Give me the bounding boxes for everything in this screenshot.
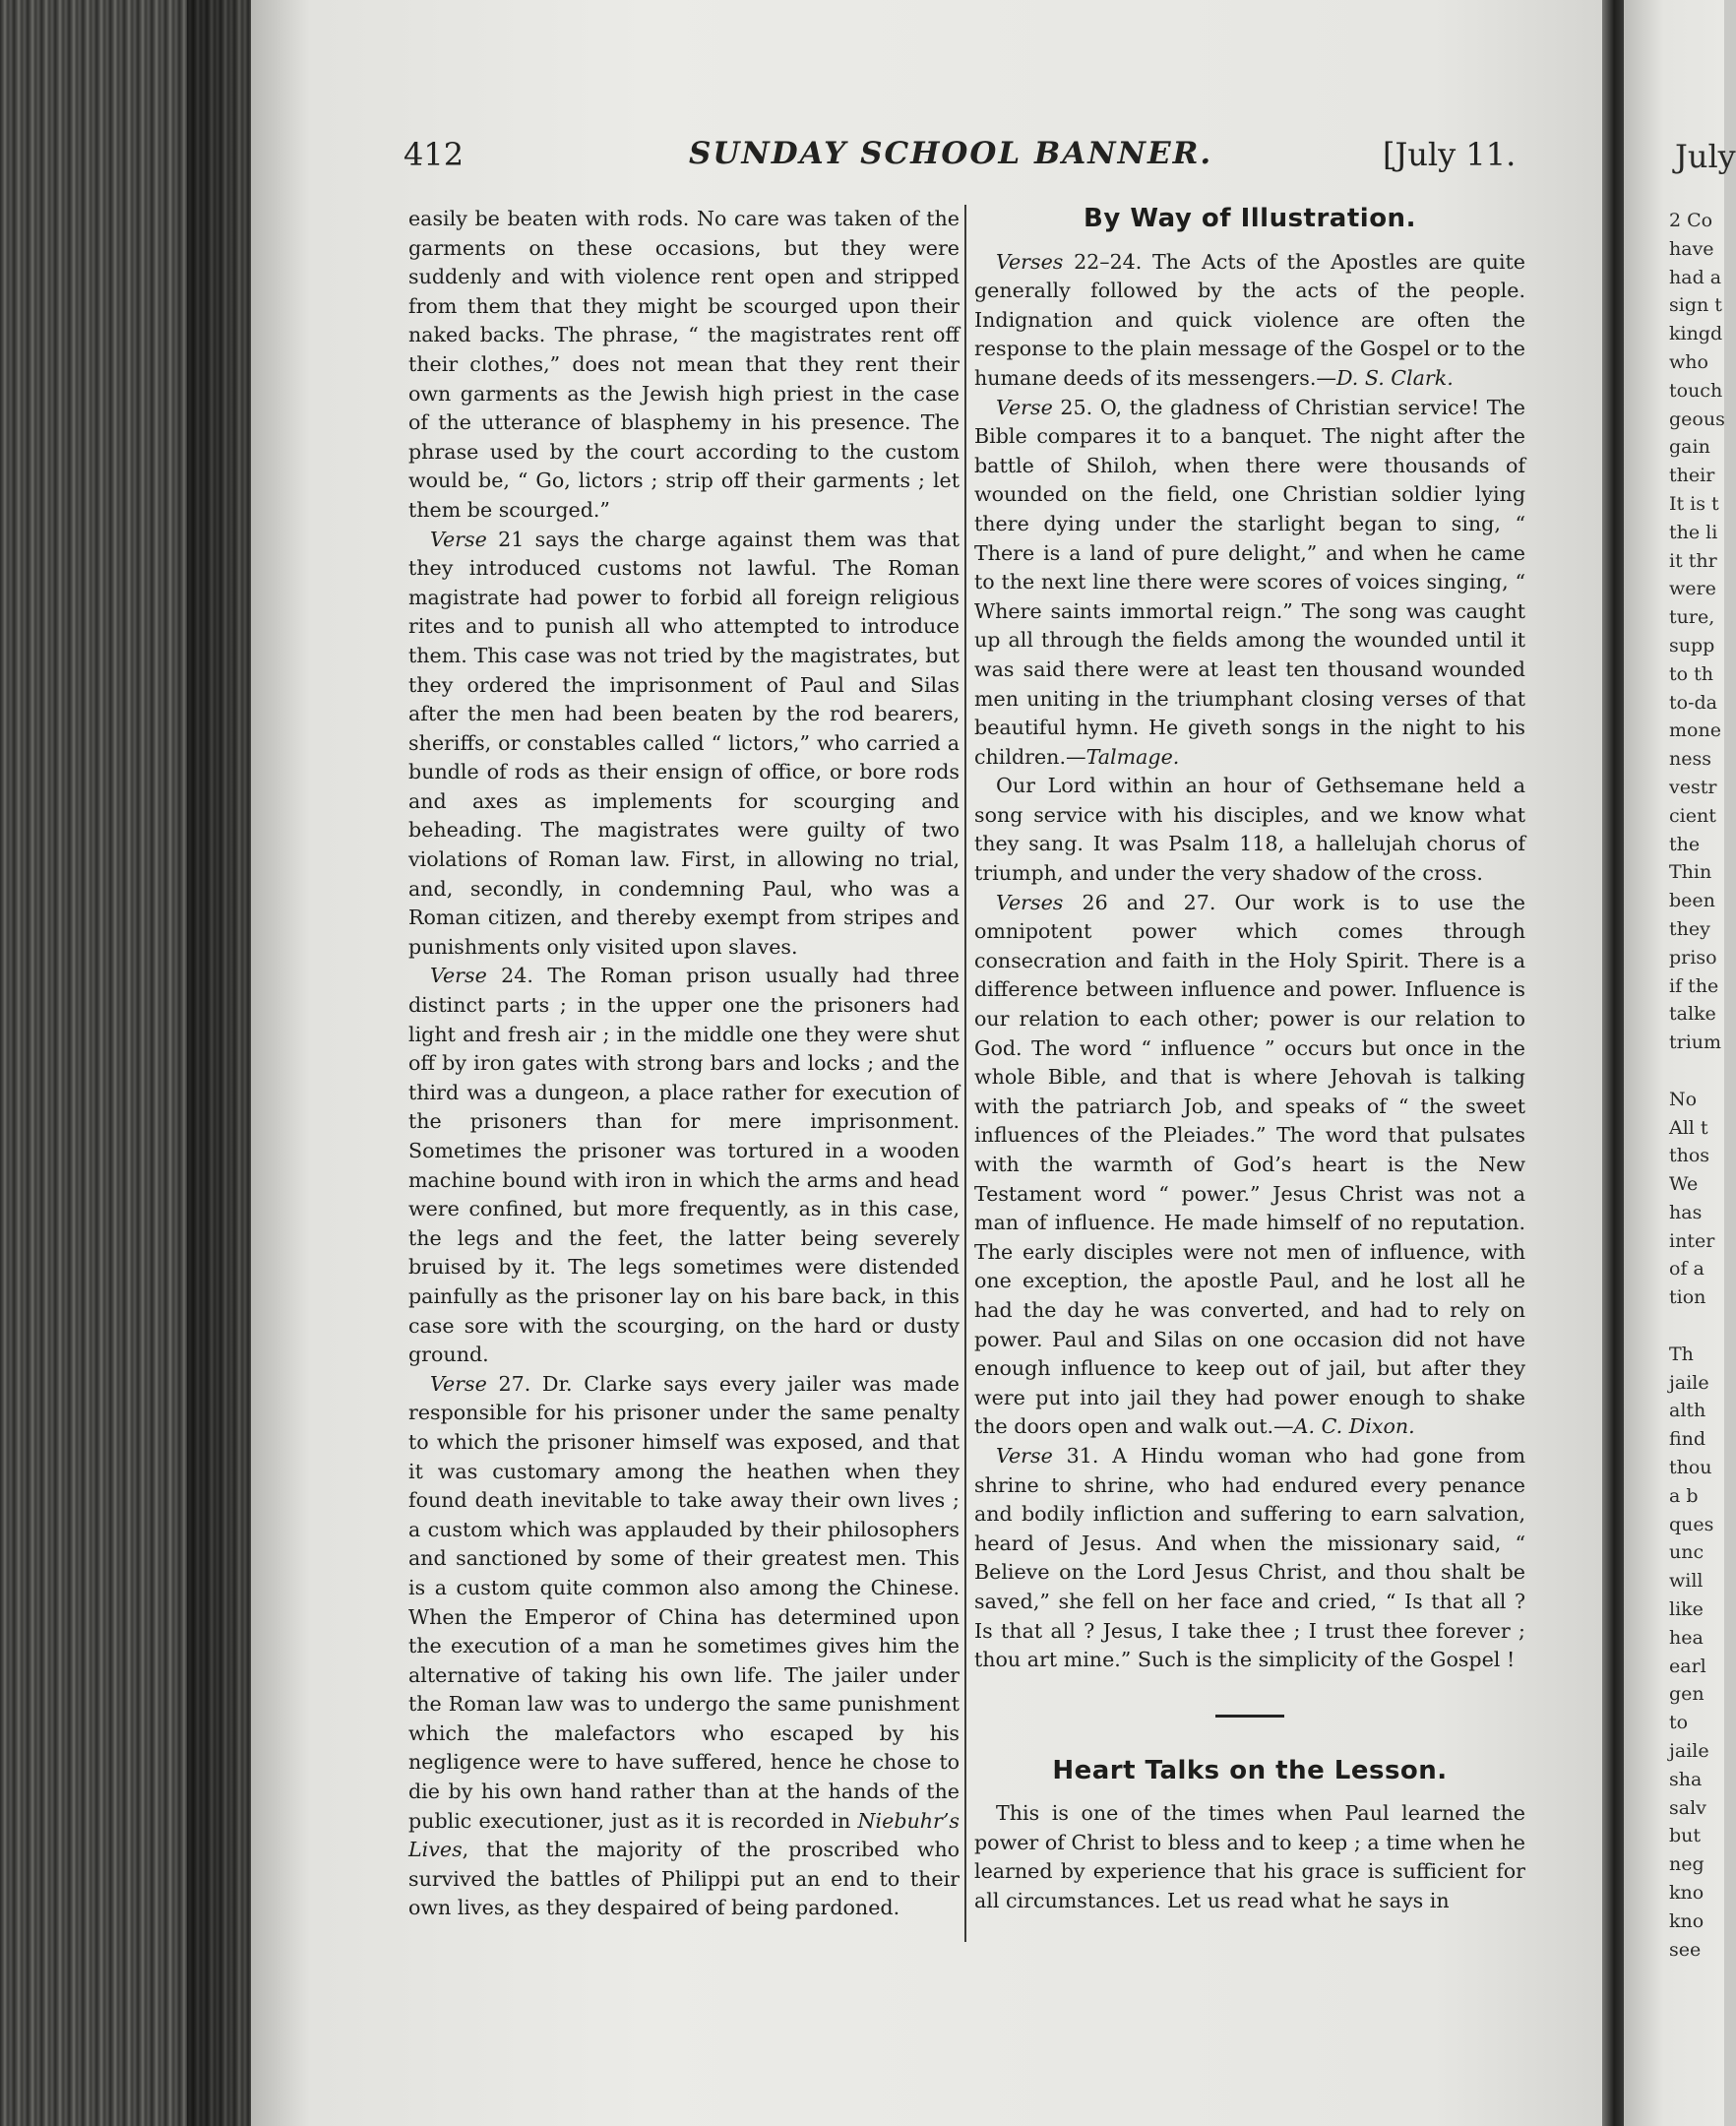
facing-line [1669, 1057, 1728, 1086]
section-heading: By Way of Illustration. [1084, 204, 1416, 233]
facing-line: kno [1669, 1882, 1705, 1905]
facing-page [1624, 0, 1736, 2126]
facing-line: geous [1669, 407, 1725, 430]
facing-line: to th [1669, 662, 1713, 685]
facing-line: It is t [1669, 492, 1719, 515]
facing-line: have [1669, 237, 1714, 260]
paragraph-text: 22–24. The Acts of the Apostles are quite generally followed by the acts of the people. Indignation and quick violence are often the response to the plain message of the Gospel or to the humane deeds of its messengers.— [974, 249, 1525, 390]
facing-line: earl [1669, 1655, 1706, 1677]
facing-line: gain [1669, 436, 1710, 459]
paragraph-text: 25. O, the gladness of Christian service! The Bible compares it to a banquet. The night after the battle of Shiloh, when there were thousands of wounded on the field, one Christian soldier lying there dying under the starlight began to sing, “ There is a land of pure delight,” and when he came to the next line there were scores of voices singing, “ Where saints immortal reign.” The song was caught up all through the fields among the wounded until it was said there were at least ten thousand wounded men uniting in the triumphant closing verses of that beautiful hymn. He giveth songs in the night to his children.— [974, 395, 1525, 769]
book-title: Niebuhr’s Lives [408, 1808, 960, 1862]
paragraph [408, 962, 960, 1369]
section-heading: Heart Talks on the Lesson. [1052, 1755, 1448, 1785]
facing-line: We [1669, 1173, 1699, 1196]
facing-line: will [1669, 1570, 1704, 1593]
verse-label: Verses [996, 249, 1064, 274]
facing-line: to-da [1669, 691, 1717, 714]
facing-line: trium [1669, 1032, 1722, 1054]
paragraph [974, 1442, 1525, 1675]
facing-line: gen [1669, 1683, 1705, 1706]
facing-line: talke [1669, 1003, 1716, 1026]
facing-line: unc [1669, 1541, 1705, 1564]
binding-shadow [187, 0, 256, 2126]
facing-line: been [1669, 890, 1715, 912]
facing-line: the [1669, 833, 1701, 855]
facing-line: neg [1669, 1853, 1705, 1876]
facing-line: supp [1669, 634, 1715, 657]
facing-line: mone [1669, 719, 1721, 742]
paragraph-text: Our Lord within an hour of Gethsemane held a song service with his disciples, and we know what they sang. It was Psalm 118, a hallelujah chorus of triumph, and under the very shadow of the cross. [974, 774, 1525, 886]
facing-line: 2 Co [1669, 210, 1713, 231]
paragraph-text: 27. Dr. Clarke says every jailer was made responsible for his prisoner under the same penalty to which the prisoner himself was exposed, and that it was customary among the heathen when they found death inevitable to take away their own lives ; a custom which was applauded by their philosophers and sanctioned by some of their greatest men. This is a custom quite common also among the Chinese. When the Emperor of China has determined upon the execution of a man he sometimes gives him the alternative of taking his own life. The jailer under the Roman law was to undergo the same punishment which the malefactors who escaped by his negligence were to have suffered, hence he chose to die by his own hand rather than at the hands of the public executioner, just as it is recorded in [408, 1371, 960, 1833]
verse-label: Verse [430, 964, 487, 988]
facing-line: No [1669, 1088, 1698, 1110]
facing-line: cient [1669, 804, 1716, 827]
facing-line: ness [1669, 748, 1711, 771]
facing-line: but [1669, 1825, 1702, 1847]
right-column [974, 205, 1525, 1916]
paragraph-text: 26 and 27. Our work is to use the omnipotent power which comes through consecration and faith in the Holy Spirit. There is a difference between influence and power. Influence is our relation to each other; power is our relation to God. The word “ influence ” occurs but once in the whole Bible, and that is where Jehovah is talking with the patriarch Job, and speaks of “ the sweet influences of the Pleiades.” The word that pulsates with the warmth of God’s heart is the New Testament word “ power.” Jesus Christ was not a man of influence. He made himself of no reputation. The early disciples were not men of influence, with one exception, the apostle Paul, and he lost all he had the day he was converted, and had to rely on power. Paul and Silas on one occasion did not have enough influence to keep out of jail, but after they were put into jail they had power enough to shake the doors open and walk out.— [974, 890, 1525, 1439]
facing-line: they [1669, 917, 1710, 940]
facing-line: All t [1669, 1116, 1708, 1139]
facing-line: if the [1669, 974, 1719, 997]
gutter [1602, 0, 1624, 2126]
facing-page-text [1669, 207, 1728, 1964]
facing-line: sign t [1669, 294, 1722, 317]
facing-line: hea [1669, 1626, 1704, 1649]
facing-page-header: July [1675, 138, 1736, 175]
paragraph [408, 526, 960, 963]
facing-line: alth [1669, 1400, 1706, 1422]
facing-line: jaile [1669, 1371, 1709, 1394]
facing-line: salv [1669, 1796, 1706, 1819]
attribution: Talmage. [1085, 744, 1180, 769]
paragraph [974, 889, 1525, 1442]
facing-line: jaile [1669, 1740, 1709, 1763]
facing-line: it thr [1669, 549, 1717, 572]
facing-line [1669, 1312, 1728, 1341]
facing-line: Th [1669, 1343, 1694, 1365]
section-rule [1215, 1715, 1284, 1718]
facing-line: kno [1669, 1909, 1705, 1932]
paragraph-text: 21 says the charge against them was that they introduced customs not lawful. The Roman magistrate had power to forbid all foreign religious rites and to punish all who attempted to introduce them. This case was not tried by the magistrates, but they ordered the imprisonment of Paul and Silas after the men had been beaten by the rod bearers, sheriffs, or constables called “ lictors,” who carried a bundle of rods as their ensign of office, or bore rods and axes as implements for scourging and beheading. The magistrates were guilty of two violations of Roman law. First, in allowing no trial, and, secondly, in condemning Paul, who was a Roman citizen, and thereby exempt from stripes and punishments only visited upon slaves. [408, 527, 960, 959]
verse-label: Verse [430, 527, 487, 551]
verse-label: Verse [430, 1371, 487, 1396]
paragraph-text: 24. The Roman prison usually had three distinct parts ; in the upper one the prisoners had light and fresh air ; in the middle one they were shut off by iron gates with strong bars and locks ; and the third was a dungeon, a place rather for execution of the prisoners than for mere imprisonment. Sometimes the prisoner was tortured in a wooden machine bound with iron in which the arms and head were confined, but more frequently, as in this case, the legs and the feet, the latter being severely bruised by it. The legs sometimes were distended painfully as the prisoner lay on his bare back, in this case sore with the scourging, on the hard or dusty ground. [408, 964, 960, 1367]
facing-line: inter [1669, 1229, 1715, 1252]
running-title: SUNDAY SCHOOL BANNER. [689, 136, 1213, 171]
attribution: D. S. Clark. [1335, 365, 1454, 390]
facing-line: priso [1669, 946, 1717, 969]
facing-line: thos [1669, 1145, 1710, 1167]
paragraph-text: 31. A Hindu woman who had gone from shrine to shrine, who had endured every penance and bodily infliction and suffering to earn salvation, heard of Jesus. And when the missionary said, “ Believe on the Lord Jesus Christ, and thou shalt be saved,” she fell on her face and cried, “ Is that all ? Is that all ? Jesus, I take thee ; I trust thee forever ; thou art mine.” Such is the simplicity of the Gospel ! [974, 1443, 1525, 1672]
paragraph-text: , that the majority of the proscribed who survived the battles of Philippi put an end to their own lives, as they despaired of being pardoned. [408, 1838, 960, 1920]
verse-label: Verse [996, 1443, 1053, 1468]
facing-line: had a [1669, 266, 1722, 288]
verse-label: Verse [996, 395, 1053, 419]
facing-line: ques [1669, 1513, 1714, 1535]
facing-line: ture, [1669, 606, 1715, 629]
facing-line: find [1669, 1428, 1706, 1451]
facing-line: the li [1669, 521, 1718, 543]
paragraph [974, 248, 1525, 394]
verse-label: Verses [996, 890, 1064, 914]
paragraph-text: easily be beaten with rods. No care was taken of the garments on these occasions, but they were suddenly and with violence rent open and stripped from them that they might be scourged upon their naked backs. The phrase, “ the magistrates rent off their clothes,” does not mean that they rent their own garments as the Jewish high priest in the case of the utterance of blasphemy in his presence. The phrase used by the court according to the custom would be, “ Go, lictors ; strip off their garments ; let them be scourged.” [408, 207, 960, 522]
paragraph [974, 1799, 1525, 1915]
facing-line: of a [1669, 1258, 1705, 1281]
facing-line: who [1669, 350, 1708, 373]
paragraph [408, 1370, 960, 1923]
facing-line: thou [1669, 1457, 1712, 1479]
facing-line: tion [1669, 1286, 1706, 1309]
facing-line: Thin [1669, 861, 1712, 884]
left-column [408, 205, 960, 1923]
paragraph-text: This is one of the times when Paul learned the power of Christ to bless and to keep ; a time when he learned by experience that his grace is sufficient for all circumstances. Let us read what he says in [974, 1801, 1525, 1913]
facing-line: a b [1669, 1484, 1699, 1507]
paragraph [974, 394, 1525, 773]
page-number: 412 [403, 136, 465, 173]
running-date: [July 11. [1383, 136, 1517, 173]
paragraph [408, 205, 960, 526]
facing-line: their [1669, 465, 1715, 487]
facing-line: kingd [1669, 323, 1723, 345]
paragraph [974, 772, 1525, 888]
facing-line: sha [1669, 1768, 1703, 1790]
facing-line: has [1669, 1201, 1703, 1223]
facing-line: were [1669, 578, 1716, 600]
facing-line: touch [1669, 379, 1723, 402]
attribution: A. C. Dixon. [1293, 1414, 1415, 1439]
column-divider [964, 205, 966, 1942]
facing-line: vestr [1669, 776, 1717, 798]
facing-line: to [1669, 1712, 1689, 1734]
facing-line: see [1669, 1938, 1702, 1961]
facing-line: like [1669, 1598, 1704, 1621]
